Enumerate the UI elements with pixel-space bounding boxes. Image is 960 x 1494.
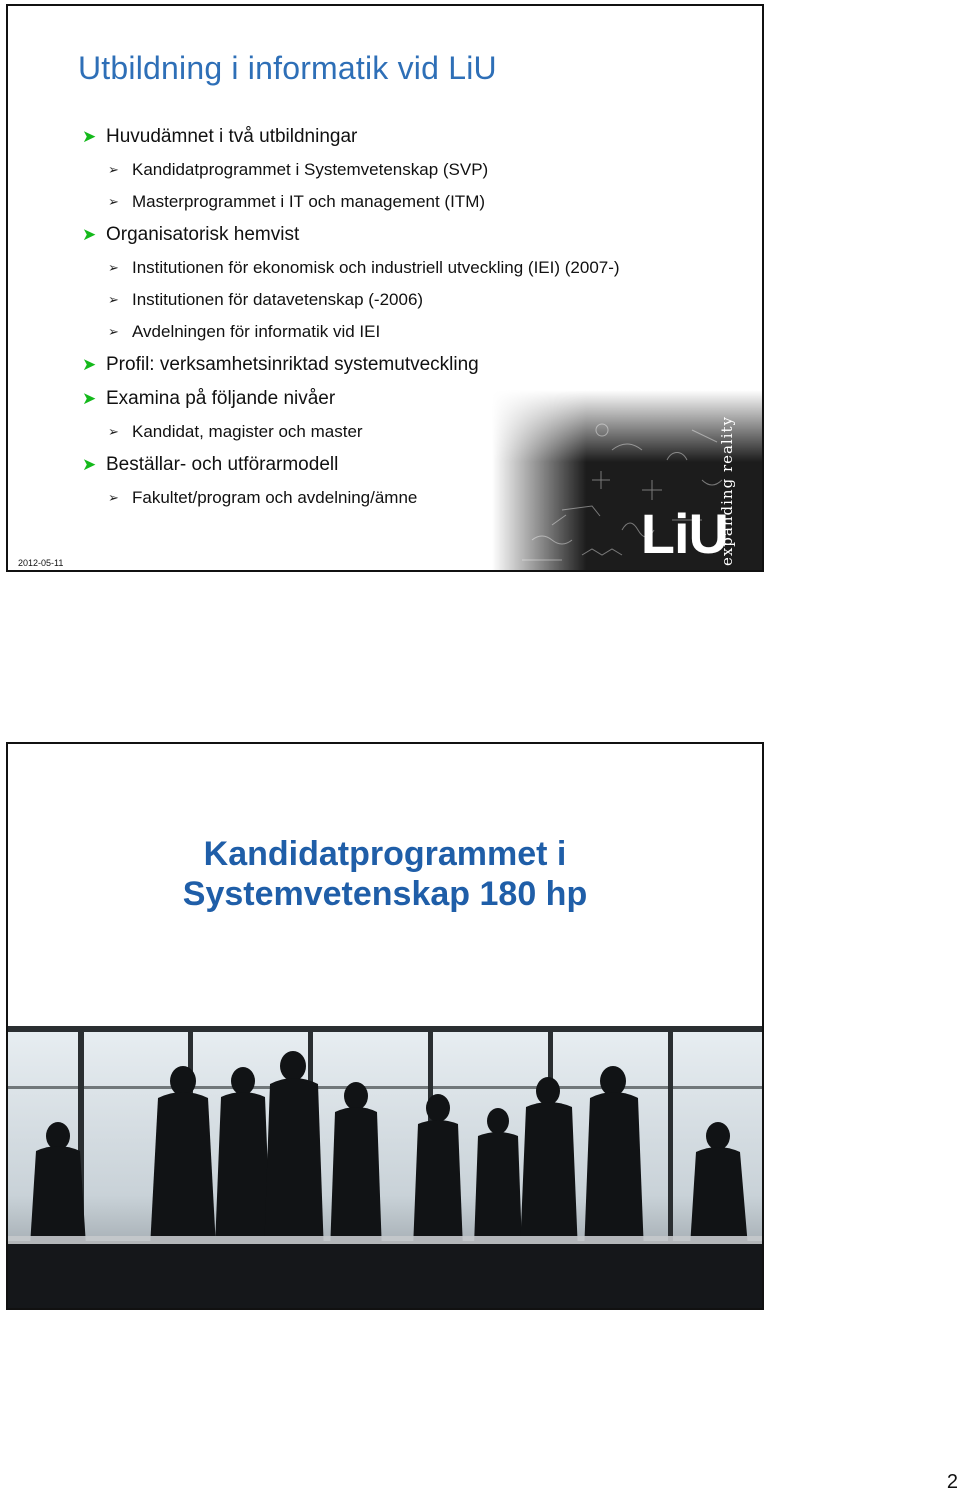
bullet-item: ➤ Beställar- och utförarmodell <box>82 448 702 482</box>
arrow-bullet-icon: ➢ <box>108 260 119 275</box>
bullet-item: ➢ Institutionen för datavetenskap (-2006) <box>82 284 702 316</box>
page-number: 2 <box>946 1471 958 1493</box>
title-line-2: Systemvetenskap 180 hp <box>182 875 588 913</box>
arrow-bullet-icon: ➤ <box>82 355 97 374</box>
slide-title: Utbildning i informatik vid LiU <box>78 50 497 86</box>
slide-title <box>8 834 762 914</box>
slide-1 <box>6 4 764 572</box>
bullet-item: ➢ Fakultet/program och avdelning/ämne <box>82 482 702 514</box>
slide-date: 2012-05-11 <box>18 558 64 568</box>
bullet-item: ➢ Kandidatprogrammet i Systemvetenskap (SVP) <box>82 154 702 186</box>
bullet-item: ➤ Examina på följande nivåer <box>82 382 702 416</box>
group-meeting-photo <box>8 1026 764 1308</box>
arrow-bullet-icon: ➢ <box>108 162 119 177</box>
arrow-bullet-icon: ➤ <box>82 455 97 474</box>
title-line-1: Kandidatprogrammet i <box>203 835 567 873</box>
slide-2 <box>6 742 764 1310</box>
liu-logo: LiU <box>640 502 728 565</box>
liu-logo-area <box>492 390 762 570</box>
arrow-bullet-icon: ➤ <box>82 225 97 244</box>
bullet-item: ➢ Institutionen för ekonomisk och industriell utveckling (IEI) (2007-) <box>82 252 702 284</box>
bullet-item: ➢ Avdelningen för informatik vid IEI <box>82 316 702 348</box>
arrow-bullet-icon: ➢ <box>108 490 119 505</box>
arrow-bullet-icon: ➢ <box>108 324 119 339</box>
bullet-item: ➢ Kandidat, magister och master <box>82 416 702 448</box>
arrow-bullet-icon: ➢ <box>108 292 119 307</box>
bullet-item: ➤ Organisatorisk hemvist <box>82 218 702 252</box>
arrow-bullet-icon: ➤ <box>82 127 97 146</box>
bullet-item: ➤ Profil: verksamhetsinriktad systemutveckling <box>82 348 702 382</box>
arrow-bullet-icon: ➤ <box>82 389 97 408</box>
arrow-bullet-icon: ➢ <box>108 194 119 209</box>
liu-tagline: expanding reality <box>717 415 736 567</box>
bullet-item: ➤ Huvudämnet i två utbildningar <box>82 120 702 154</box>
arrow-bullet-icon: ➢ <box>108 424 119 439</box>
bullet-item: ➢ Masterprogrammet i IT och management (ITM) <box>82 186 702 218</box>
